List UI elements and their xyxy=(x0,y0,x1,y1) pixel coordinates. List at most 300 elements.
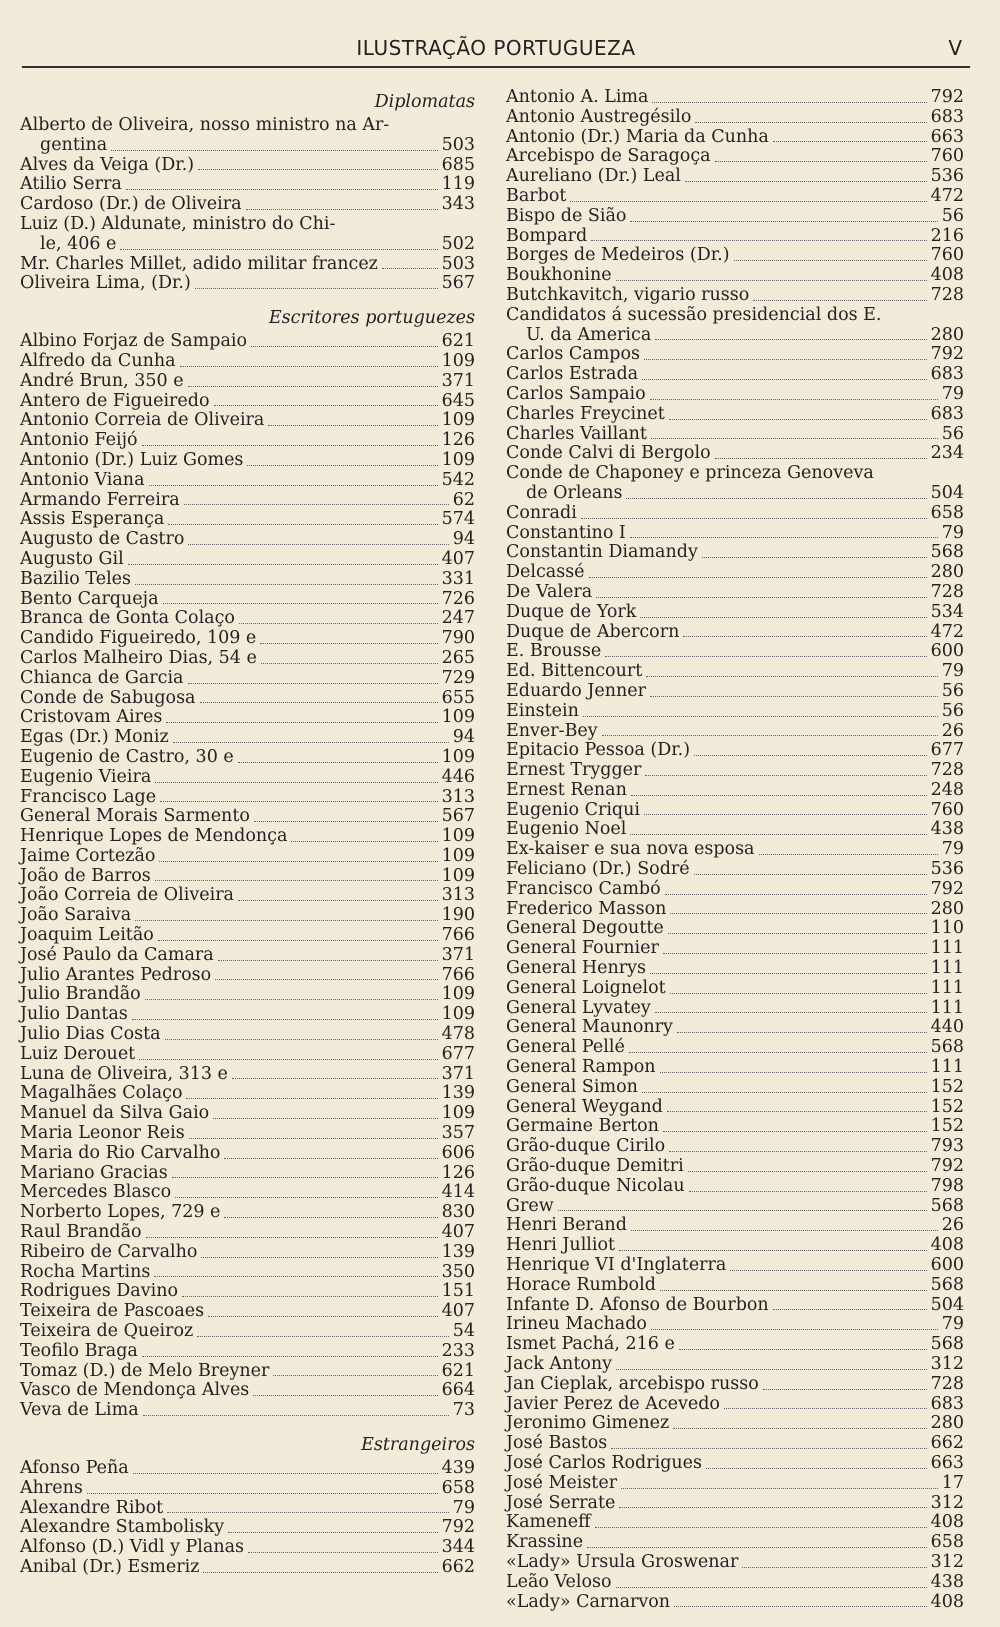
entry-name: Veva de Lima xyxy=(20,1400,139,1421)
index-entry xyxy=(20,1124,475,1144)
index-entry xyxy=(506,1395,964,1415)
page-reference: 109 xyxy=(441,845,475,866)
page-reference: 331 xyxy=(441,568,475,589)
dot-leader xyxy=(674,1606,927,1607)
dot-leader xyxy=(702,557,927,558)
index-entry xyxy=(20,807,475,827)
index-entry xyxy=(20,1084,475,1104)
index-entry xyxy=(20,195,475,215)
entry-name: Anibal (Dr.) Esmeriz xyxy=(20,1556,200,1577)
page-reference: 446 xyxy=(441,766,475,787)
entry-name: Epitacio Pessoa (Dr.) xyxy=(506,740,691,761)
entry-name: Grão-duque Nicolau xyxy=(506,1175,685,1196)
page-reference: 662 xyxy=(930,1433,964,1454)
page-reference: 313 xyxy=(441,885,475,906)
index-entry xyxy=(20,392,475,412)
page-reference: 233 xyxy=(441,1340,475,1361)
entry-name: Armando Ferreira xyxy=(20,489,180,510)
page-number: V xyxy=(948,36,962,60)
page-reference: 126 xyxy=(441,430,475,451)
dot-leader xyxy=(215,979,437,980)
dot-leader xyxy=(644,814,927,815)
index-entry xyxy=(506,504,964,524)
page-reference: 536 xyxy=(930,859,964,880)
index-entry xyxy=(20,1045,475,1065)
entry-name: Charles Freycinet xyxy=(506,403,665,424)
page-reference: 729 xyxy=(441,667,475,688)
page-reference: 280 xyxy=(930,898,964,919)
page-reference: 766 xyxy=(441,964,475,985)
index-entry xyxy=(20,175,475,195)
entry-name: Norberto Lopes, 729 e xyxy=(20,1202,221,1223)
index-entry xyxy=(20,1322,475,1342)
page-reference: 312 xyxy=(930,1551,964,1572)
dot-leader xyxy=(626,498,926,499)
page-reference: 472 xyxy=(930,621,964,642)
index-entry xyxy=(20,274,475,294)
dot-leader xyxy=(650,696,938,697)
entry-name: General Pellé xyxy=(506,1037,625,1058)
page-reference: 152 xyxy=(930,1096,964,1117)
dot-leader xyxy=(724,1408,927,1409)
page-reference: 408 xyxy=(930,1512,964,1533)
entry-name: General Rampon xyxy=(506,1057,656,1078)
entry-name: Duque de Abercorn xyxy=(506,621,680,642)
index-entry xyxy=(506,682,964,702)
entry-name: Eugenio Noel xyxy=(506,819,627,840)
index-entry xyxy=(506,583,964,603)
index-entry xyxy=(506,444,964,464)
index-entry xyxy=(506,1315,964,1335)
index-entry xyxy=(506,761,964,781)
index-entry xyxy=(20,1342,475,1362)
entry-name: Egas (Dr.) Moniz xyxy=(20,727,169,748)
dot-leader xyxy=(203,1572,437,1573)
dot-leader xyxy=(224,1217,437,1218)
page-reference: 503 xyxy=(441,253,475,274)
entry-name: Eugenio de Castro, 30 e xyxy=(20,746,234,767)
dot-leader xyxy=(669,419,927,420)
dot-leader xyxy=(694,874,927,875)
page-reference: 248 xyxy=(930,779,964,800)
page-reference: 371 xyxy=(441,944,475,965)
dot-leader xyxy=(139,1059,437,1060)
index-entry xyxy=(20,886,475,906)
dot-leader xyxy=(645,775,926,776)
entry-name-continued: gentina xyxy=(40,134,108,155)
page-reference: 645 xyxy=(441,390,475,411)
page-reference: 600 xyxy=(930,1255,964,1276)
entry-name: Mr. Charles Millet, adido militar francez xyxy=(20,253,378,274)
dot-leader xyxy=(163,603,438,604)
dot-leader xyxy=(246,209,438,210)
page-reference: 109 xyxy=(441,1004,475,1025)
dot-leader xyxy=(673,1428,926,1429)
entry-name: Ribeiro de Carvalho xyxy=(20,1241,198,1262)
entry-name: Conradi xyxy=(506,502,577,523)
page-reference: 760 xyxy=(930,799,964,820)
page-reference: 407 xyxy=(441,1301,475,1322)
index-entry xyxy=(506,1137,964,1157)
dot-leader xyxy=(695,122,926,123)
page-reference: 502 xyxy=(441,233,475,254)
entry-name: General Morais Sarmento xyxy=(20,806,250,827)
entry-name: Einstein xyxy=(506,700,579,721)
right-column xyxy=(506,88,964,1612)
page-reference: 662 xyxy=(441,1556,475,1577)
page-reference: 408 xyxy=(930,1235,964,1256)
page-reference: 152 xyxy=(930,1116,964,1137)
entry-name: Mercedes Blasco xyxy=(20,1182,172,1203)
index-entry xyxy=(20,1164,475,1184)
page-reference: 766 xyxy=(441,925,475,946)
page-reference: 600 xyxy=(930,641,964,662)
index-entry xyxy=(20,788,475,808)
index-entry xyxy=(20,1025,475,1045)
page-reference: 313 xyxy=(441,786,475,807)
entry-name: Manuel da Silva Gaio xyxy=(20,1103,210,1124)
entry-name: Ahrens xyxy=(20,1477,83,1498)
entry-name: Arcebispo de Saragoça xyxy=(506,146,711,167)
entry-name: Francisco Cambó xyxy=(506,878,661,899)
entry-name: Maria do Rio Carvalho xyxy=(20,1142,221,1163)
page-reference: 151 xyxy=(441,1281,475,1302)
dot-leader xyxy=(642,1092,927,1093)
index-entry xyxy=(20,471,475,491)
index-entry xyxy=(20,985,475,1005)
entry-name: Grão-duque Demitri xyxy=(506,1156,684,1177)
page-reference: 111 xyxy=(930,977,964,998)
page-reference: 110 xyxy=(930,918,964,939)
index-entry xyxy=(20,609,475,629)
entry-name: Aureliano (Dr.) Leal xyxy=(506,166,681,187)
dot-leader xyxy=(186,1098,437,1099)
dot-leader xyxy=(111,150,437,151)
page-reference: 658 xyxy=(930,502,964,523)
dot-leader xyxy=(132,1019,438,1020)
index-entry xyxy=(20,847,475,867)
entry-name: Carlos Sampaio xyxy=(506,383,646,404)
entry-name: Eduardo Jenner xyxy=(506,680,646,701)
index-entry xyxy=(20,116,475,156)
entry-name: Henri Berand xyxy=(506,1215,627,1236)
dot-leader xyxy=(167,1512,449,1513)
dot-leader xyxy=(188,683,438,684)
index-entry xyxy=(20,431,475,451)
page-reference: 79 xyxy=(452,1497,475,1518)
page-reference: 56 xyxy=(941,680,964,701)
dot-leader xyxy=(87,1493,438,1494)
entry-name: Irineu Machado xyxy=(506,1314,647,1335)
dot-leader xyxy=(253,1395,437,1396)
page-reference: 109 xyxy=(441,449,475,470)
entry-name: Ed. Bittencourt xyxy=(506,661,643,682)
page-reference: 94 xyxy=(452,529,475,550)
dot-leader xyxy=(128,564,438,565)
dot-leader xyxy=(644,359,927,360)
page-reference: 683 xyxy=(930,1393,964,1414)
dot-leader xyxy=(663,1131,927,1132)
dot-leader xyxy=(135,584,438,585)
index-entry xyxy=(506,207,964,227)
entry-name: Germaine Berton xyxy=(506,1116,659,1137)
dot-leader xyxy=(650,399,938,400)
page-reference: 621 xyxy=(441,331,475,352)
dot-leader xyxy=(630,221,937,222)
page-reference: 139 xyxy=(441,1083,475,1104)
page-reference: 792 xyxy=(930,1156,964,1177)
page-reference: 111 xyxy=(930,1057,964,1078)
entry-name: Chianca de Garcia xyxy=(20,667,184,688)
page-reference: 798 xyxy=(930,1175,964,1196)
entry-name: Albino Forjaz de Sampaio xyxy=(20,331,248,352)
entry-name: Borges de Medeiros (Dr.) xyxy=(506,245,730,266)
entry-name: José Paulo da Camara xyxy=(20,944,214,965)
page-reference: 658 xyxy=(441,1477,475,1498)
page-reference: 760 xyxy=(930,245,964,266)
entry-name: Raul Brandão xyxy=(20,1222,142,1243)
dot-leader xyxy=(734,260,927,261)
entry-name: Duque de York xyxy=(506,601,637,622)
entry-name-continued: de Orleans xyxy=(526,482,623,503)
index-entry xyxy=(20,156,475,176)
index-entry xyxy=(506,1573,964,1593)
dot-leader xyxy=(715,458,927,459)
index-entry xyxy=(20,748,475,768)
dot-leader xyxy=(631,795,927,796)
dot-leader xyxy=(605,656,926,657)
page-reference: 280 xyxy=(930,324,964,345)
index-entry xyxy=(506,1434,964,1454)
index-entry xyxy=(20,708,475,728)
page-reference: 792 xyxy=(441,1517,475,1538)
dot-leader xyxy=(168,524,437,525)
dot-leader xyxy=(146,1237,438,1238)
entry-name: Horace Rumbold xyxy=(506,1274,656,1295)
dot-leader xyxy=(616,280,927,281)
entry-name: De Valera xyxy=(506,581,593,602)
index-entry xyxy=(506,919,964,939)
dot-leader xyxy=(668,933,927,934)
entry-name: Jaime Cortezão xyxy=(20,845,156,866)
page-reference: 685 xyxy=(441,154,475,175)
entry-name: General Weygand xyxy=(506,1096,663,1117)
page-reference: 728 xyxy=(930,284,964,305)
dot-leader xyxy=(197,1336,448,1337)
dot-leader xyxy=(602,735,938,736)
dot-leader xyxy=(631,1230,938,1231)
index-entry xyxy=(506,524,964,544)
page-reference: 280 xyxy=(930,1413,964,1434)
entry-name: Mariano Gracias xyxy=(20,1162,168,1183)
index-entry xyxy=(506,880,964,900)
dot-leader xyxy=(238,762,438,763)
dot-leader xyxy=(158,940,438,941)
index-entry xyxy=(506,999,964,1019)
index-entry xyxy=(506,266,964,286)
index-entry xyxy=(506,1296,964,1316)
dot-leader xyxy=(583,716,938,717)
page-reference: 407 xyxy=(441,548,475,569)
entry-name: José Serrate xyxy=(506,1492,616,1513)
index-entry xyxy=(506,1375,964,1395)
dot-leader xyxy=(154,1276,437,1277)
dot-leader xyxy=(214,405,438,406)
index-entry xyxy=(20,728,475,748)
page-reference: 655 xyxy=(441,687,475,708)
page-reference: 216 xyxy=(930,225,964,246)
entry-name: Delcassé xyxy=(506,562,585,583)
entry-name: Bento Carqueja xyxy=(20,588,159,609)
entry-name: Butchkavitch, vigario russo xyxy=(506,284,750,305)
page-reference: 73 xyxy=(452,1400,475,1421)
page-reference: 79 xyxy=(941,661,964,682)
entry-name: Constantino I xyxy=(506,522,626,543)
index-entry xyxy=(20,1005,475,1025)
index-entry xyxy=(506,1355,964,1375)
index-entry xyxy=(506,781,964,801)
index-entry xyxy=(506,1098,964,1118)
dot-leader xyxy=(616,1369,927,1370)
index-entry xyxy=(506,1474,964,1494)
page-reference: 760 xyxy=(930,146,964,167)
page-reference: 542 xyxy=(441,469,475,490)
entry-name-continued: le, 406 e xyxy=(40,233,117,254)
entry-name: Charles Vaillant xyxy=(506,423,647,444)
index-entry xyxy=(20,1479,475,1499)
page-reference: 109 xyxy=(441,984,475,1005)
page-reference: 94 xyxy=(452,727,475,748)
page-reference: 109 xyxy=(441,350,475,371)
page-reference: 664 xyxy=(441,1380,475,1401)
page-reference: 109 xyxy=(441,865,475,886)
page-reference: 79 xyxy=(941,383,964,404)
index-entry xyxy=(20,372,475,392)
index-entry xyxy=(506,1256,964,1276)
entry-name: Ex-kaiser e sua nova esposa xyxy=(506,839,755,860)
entry-name: Oliveira Lima, (Dr.) xyxy=(20,273,191,294)
page-reference: 280 xyxy=(930,562,964,583)
index-entry xyxy=(506,1197,964,1217)
index-entry xyxy=(506,1236,964,1256)
entry-name: E. Brousse xyxy=(506,641,602,662)
index-entry xyxy=(506,603,964,623)
index-entry xyxy=(20,827,475,847)
entry-name: Enver-Bey xyxy=(506,720,598,741)
dot-leader xyxy=(640,617,926,618)
page-reference: 312 xyxy=(930,1492,964,1513)
page-reference: 79 xyxy=(941,839,964,860)
page-reference: 139 xyxy=(441,1241,475,1262)
page-reference: 726 xyxy=(441,588,475,609)
page-reference: 111 xyxy=(930,938,964,959)
dot-leader xyxy=(201,1257,437,1258)
dot-leader xyxy=(581,518,927,519)
index-entry xyxy=(506,959,964,979)
page-reference: 536 xyxy=(930,166,964,187)
dot-leader xyxy=(228,1532,437,1533)
entry-name: Cristovam Aires xyxy=(20,707,163,728)
page-reference: 793 xyxy=(930,1136,964,1157)
index-entry xyxy=(20,1065,475,1085)
entry-name: Assis Esperança xyxy=(20,509,165,530)
page-reference: 568 xyxy=(930,1274,964,1295)
section-heading: Estrangeiros xyxy=(361,1435,475,1455)
index-entry xyxy=(20,1499,475,1519)
entry-name: Bispo de Sião xyxy=(506,205,627,226)
index-entry xyxy=(506,405,964,425)
dot-leader xyxy=(248,1552,438,1553)
dot-leader xyxy=(655,339,926,340)
entry-name: «Lady» Ursula Groswenar xyxy=(506,1551,739,1572)
entry-name: Eugenio Vieira xyxy=(20,766,152,787)
dot-leader xyxy=(660,1072,927,1073)
entry-name: Conde de Sabugosa xyxy=(20,687,196,708)
index-entry xyxy=(20,926,475,946)
entry-name: Luiz Derouet xyxy=(20,1043,136,1064)
index-entry xyxy=(20,669,475,689)
entry-name: Barbot xyxy=(506,185,567,206)
index-entry xyxy=(20,946,475,966)
page-reference: 17 xyxy=(941,1472,964,1493)
dot-leader xyxy=(239,623,438,624)
dot-leader xyxy=(619,1507,926,1508)
dot-leader xyxy=(665,894,927,895)
entry-name: Candidatos á sucessão presidencial dos E. xyxy=(506,304,882,325)
dot-leader xyxy=(382,268,438,269)
page-reference: 503 xyxy=(441,134,475,155)
entry-name: Bompard xyxy=(506,225,588,246)
left-column xyxy=(20,88,475,1578)
dot-leader xyxy=(213,1118,437,1119)
entry-name: Julio Dantas xyxy=(20,1004,128,1025)
entry-name: Conde Calvi di Bergolo xyxy=(506,443,711,464)
dot-leader xyxy=(166,722,437,723)
entry-name: Vasco de Mendonça Alves xyxy=(20,1380,250,1401)
page-reference: 312 xyxy=(930,1354,964,1374)
index-entry xyxy=(20,1459,475,1479)
index-entry xyxy=(506,1157,964,1177)
dot-leader xyxy=(188,544,448,545)
dot-leader xyxy=(135,920,437,921)
page-reference: 683 xyxy=(930,403,964,424)
entry-name: Antonio Feijó xyxy=(20,430,138,451)
dot-leader xyxy=(188,386,438,387)
index-entry xyxy=(20,1282,475,1302)
page-reference: 344 xyxy=(441,1537,475,1558)
page-reference: 56 xyxy=(941,423,964,444)
dot-leader xyxy=(251,346,438,347)
dot-leader xyxy=(670,993,927,994)
entry-name: Alfonso (D.) Vidl y Planas xyxy=(20,1537,245,1558)
page-reference: 62 xyxy=(452,489,475,510)
index-entry xyxy=(20,1223,475,1243)
page-reference: 478 xyxy=(441,1024,475,1045)
dot-leader xyxy=(182,1296,438,1297)
page-reference: 152 xyxy=(930,1076,964,1097)
entry-name: Teixeira de Pascoaes xyxy=(20,1301,205,1322)
index-entry xyxy=(20,1381,475,1401)
entry-name: Ernest Renan xyxy=(506,779,627,800)
dot-leader xyxy=(763,1389,927,1390)
page-reference: 568 xyxy=(930,1037,964,1058)
page-reference: 109 xyxy=(441,707,475,728)
entry-name: José Meister xyxy=(506,1472,618,1493)
index-entry xyxy=(506,1177,964,1197)
index-entry xyxy=(20,510,475,530)
entry-name: General Loignelot xyxy=(506,977,666,998)
dot-leader xyxy=(261,663,438,664)
